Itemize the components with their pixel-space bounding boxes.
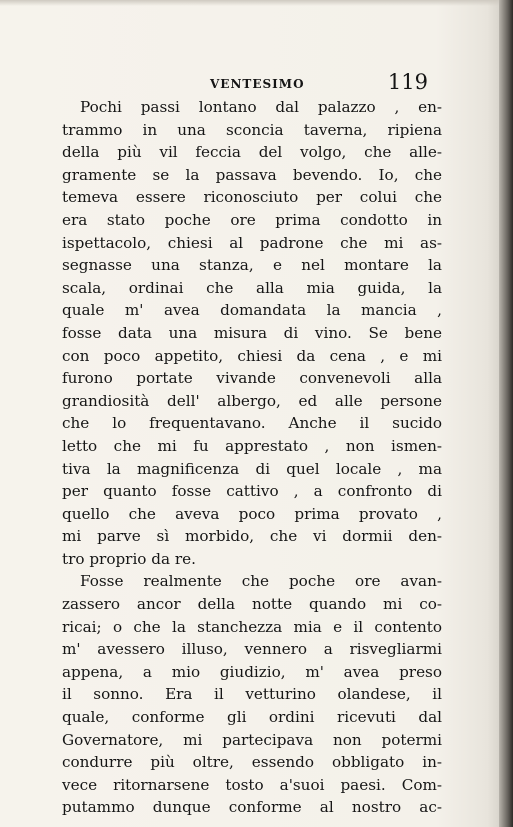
paragraph-2 [62, 570, 442, 819]
text-line: Fosse realmente che poche ore avan- [80, 572, 442, 591]
text-line: segnasse una stanza, e nel montare la [62, 256, 442, 275]
text-line: tiva la magnificenza di quel locale , ma [62, 459, 442, 478]
text-line: il sonno. Era il vetturino olandese, il [62, 685, 442, 704]
text-line: ispettacolo, chiesi al padrone che mi as- [62, 233, 442, 252]
text-line: Governatore, mi partecipava non potermi [62, 730, 442, 749]
text-line: quale, conforme gli ordini ricevuti dal [62, 708, 442, 727]
text-line: Pochi passi lontano dal palazzo , en- [80, 98, 442, 116]
text-line: condurre più oltre, essendo obbligato in- [62, 753, 442, 772]
text-line: era stato poche ore prima condotto in [62, 210, 442, 229]
text-line: scala, ordinai che alla mia guida, la [62, 278, 442, 297]
text-line: quello che aveva poco prima provato , [62, 504, 442, 523]
text-line: con poco appetito, chiesi da cena , e mi [62, 346, 442, 365]
text-line: letto che mi fu apprestato , non ismen- [62, 436, 442, 455]
text-line: della più vil feccia del volgo, che alle- [62, 143, 442, 162]
text-line: vece ritornarsene tosto a'suoi paesi. Com- [62, 775, 442, 794]
text-line: m' avessero illuso, vennero a risvegliarmi [62, 640, 442, 659]
text-line: temeva essere riconosciuto per colui che [62, 188, 442, 207]
text-line: per quanto fosse cattivo , a confronto di [62, 482, 442, 501]
text-line: che lo frequentavano. Anche il sucido [62, 414, 442, 433]
text-line: putammo dunque conforme al nostro ac- [62, 798, 442, 817]
page-number: 119 [387, 70, 428, 94]
text-line: furono portate vivande convenevoli alla [62, 369, 442, 388]
text-line: mi parve sì morbido, che vi dormii den- [62, 527, 442, 546]
text-line: gramente se la passava bevendo. Io, che [62, 165, 442, 184]
text-line: quale m' avea domandata la mancia , [62, 301, 442, 320]
text-line: trammo in una sconcia taverna, ripiena [62, 120, 442, 139]
text-line: appena, a mio giudizio, m' avea preso [62, 662, 442, 681]
text-line: tro proprio da re. [62, 549, 196, 568]
text-line: fosse data una misura di vino. Se bene [62, 323, 442, 342]
running-title: VENTESIMO [210, 77, 305, 91]
text-line: grandiosità dell' albergo, ed alle persone [62, 391, 442, 410]
body-text [62, 96, 442, 819]
text-line: ricai; o che la stanchezza mia e il contento [62, 617, 442, 636]
paragraph-1 [62, 96, 442, 570]
book-spine-shadow [499, 0, 513, 827]
page-top-edge [0, 0, 513, 6]
page-header [74, 70, 432, 96]
text-line: zassero ancor della notte quando mi co- [62, 595, 442, 614]
